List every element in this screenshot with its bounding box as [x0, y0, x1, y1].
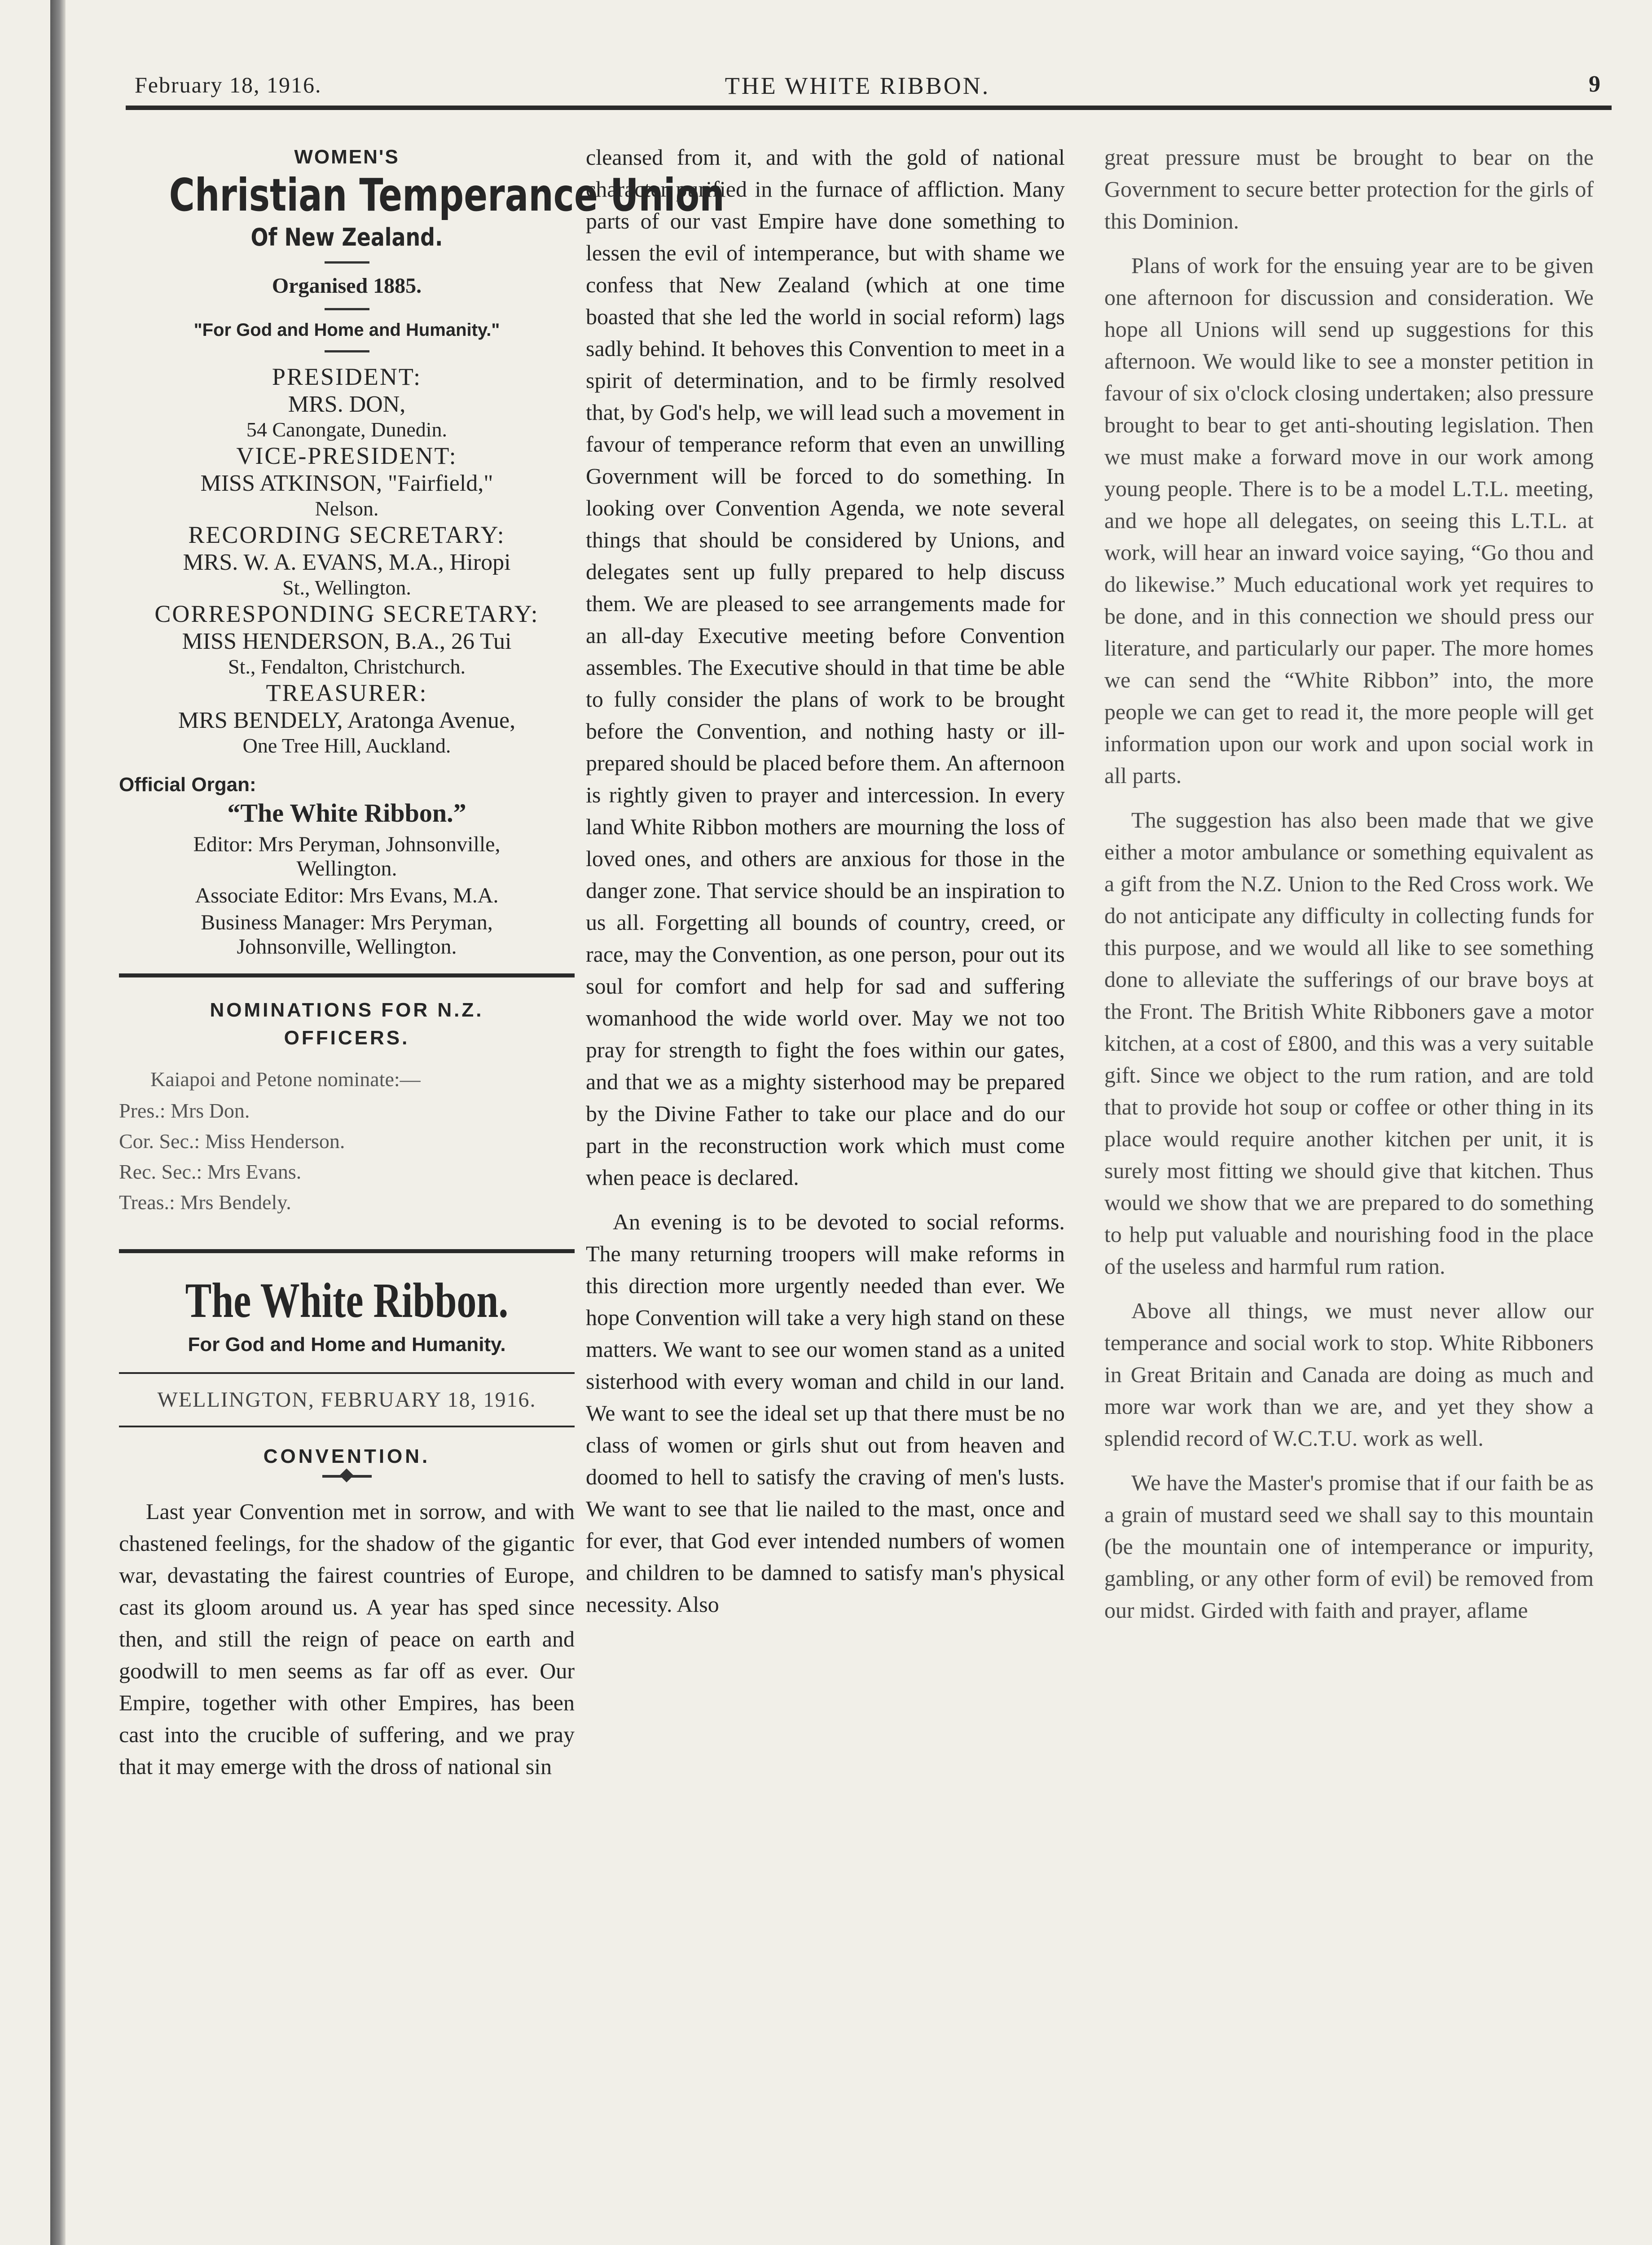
officer: [119, 441, 575, 520]
officer-title: PRESIDENT:: [272, 363, 422, 390]
nomination-item: Pres.: Mrs Don.: [119, 1099, 250, 1122]
page-number: 9: [1589, 71, 1600, 97]
issue-date: February 18, 1916.: [135, 72, 322, 97]
article-paragraph: Above all things, we must never allow our temperance and social work to stop. White Ribboners in Great Britain and Canada are doing as much and more war work than we are, and yet they show a splendid record of W.C.T.U. work as well.: [1104, 1298, 1594, 1451]
officer: [119, 599, 575, 678]
article-heading: CONVENTION.: [263, 1445, 431, 1467]
officers-list: [119, 362, 575, 757]
masthead-org-name: Christian Temperance Union: [169, 169, 725, 221]
editor-line-2: Wellington.: [296, 857, 397, 880]
business-manager-line-2: Johnsonville, Wellington.: [237, 935, 457, 959]
running-head: [103, 63, 1612, 103]
paper-motto: For God and Home and Humanity.: [188, 1333, 506, 1356]
article-paragraph: cleansed from it, and with the gold of national character purified in the furnace of affliction. Many parts of our vast Empire have done something to lessen the evil of intemperance, but with shame we confess that New Zealand (which at one time boasted that she led the world in social reform) lags sadly behind. It behoves this Convention to meet in a spirit of determination, and to be firmly resolved that, by God's help, we will lead such a movement in favour of temperance reform that even an unwilling Government will be forced to do something. In looking over Convention Agenda, we note several things that should be considered by Unions, and delegates sent up fully prepared to help discuss them. We are pleased to see arrangements made for an all-day Executive meeting before Convention assembles. The Executive should in that time be able to fully consider the plans of work to be brought before the Convention, and nothing hasty or ill-prepared should be placed before them. An afternoon is rightly given to prayer and intercession. In every land White Ribbon mothers are mourning the loss of loved ones, and others are anxious for those in the danger zone. That service should be an inspiration to us all. Forgetting all bounds of country, creed, or race, may the Convention, as one person, pour out its soul for comfort and help for sad and suffering womanhood the wide world over. May we not too pray for strength to fight the foes within our gates, and that we as a mighty sisterhood may be prepared by the Divine Father to take our place and do our part in the reconstruction work which must come when peace is declared.: [586, 145, 1065, 1190]
nomination-item: Cor. Sec.: Miss Henderson.: [119, 1130, 345, 1153]
binding-edge: [50, 0, 66, 2245]
official-organ-label: Official Organ:: [119, 774, 256, 796]
officer-address: One Tree Hill, Auckland.: [242, 734, 451, 757]
business-manager-line: Business Manager: Mrs Peryman,: [201, 911, 493, 934]
ornament-divider: [322, 1475, 372, 1478]
officer-name: MRS. DON,: [288, 392, 406, 417]
section-rule: [119, 973, 575, 977]
paper-title: The White Ribbon.: [185, 1273, 509, 1328]
officer-address: St., Wellington.: [282, 576, 411, 599]
officer-title: CORRESPONDING SECRETARY:: [154, 600, 539, 627]
article-paragraph: Last year Convention met in sorrow, and with chastened feelings, for the shadow of the gigantic war, devastating the fairest countries of Europe, cast its gloom around us. A year has sped since then, and still the reign of peace on earth and goodwill to men seems as far off as ever. Our Empire, together with other Empires, has been cast into the crucible of suffering, and we pray that it may emerge with the dross of national sin: [119, 1498, 575, 1779]
publication-title: THE WHITE RIBBON.: [725, 72, 990, 99]
article-paragraph: Plans of work for the ensuing year are to be given one afternoon for discussion and consideration. We hope all Unions will send up suggestions for this afternoon. We would like to see a monster petition in favour of six o'clock closing undertaken; also pressure brought to bear to get anti-shouting legislation. Then we must make a forward move in our work among young people. There is to be a model L.T.L. meeting, and we hope all delegates, on seeing this L.T.L. at work, will hear an inward voice saying, “Go thou and do likewise.” Much educational work yet requires to be done, and in this connection we should press our literature, and particularly our paper. The more homes we can send the “White Ribbon” into, the more people we can get to read it, the more people will get information upon our work and upon social work in all parts.: [1104, 253, 1594, 788]
column-middle: [586, 141, 1065, 1620]
officer-name: MISS ATKINSON, "Fairfield,": [200, 471, 493, 496]
section-rule: [119, 1249, 575, 1253]
officer-title: VICE-PRESIDENT:: [236, 442, 457, 469]
officer-address: 54 Canongate, Dunedin.: [246, 418, 448, 441]
associate-editor-line: Associate Editor: Mrs Evans, M.A.: [195, 884, 499, 907]
article-paragraph: great pressure must be brought to bear on the Government to secure better protection for the girls of this Dominion.: [1104, 145, 1594, 233]
officer: [119, 520, 575, 599]
officer-title: RECORDING SECRETARY:: [188, 521, 505, 548]
officer-title: TREASURER:: [266, 679, 428, 706]
officer-name: MRS BENDELY, Aratonga Avenue,: [178, 708, 516, 733]
nomination-item: Treas.: Mrs Bendely.: [119, 1191, 291, 1214]
nomination-item: Rec. Sec.: Mrs Evans.: [119, 1160, 302, 1183]
officer-name: MISS HENDERSON, B.A., 26 Tui: [182, 629, 512, 654]
officer: [119, 362, 575, 441]
officer-name: MRS. W. A. EVANS, M.A., Hiropi: [183, 550, 511, 575]
article-paragraph: The suggestion has also been made that we give either a motor ambulance or something equivalent as a gift from the N.Z. Union to the Red Cross work. We do not anticipate any difficulty in collecting funds for this purpose, and we would all like to see something done to alleviate the sufferings of our brave boys at the Front. The British White Ribboners gave a motor kitchen, at a cost of £800, and this was a very suitable gift. Since we object to the rum ration, and are told that to provide hot soup or coffee or other thing in its place would require another kitchen per unit, it is surely most fitting we should give that kitchen. Thus would we show that we are prepared to do something to help put valuable and nourishing food in the place of the useless and harmful rum ration.: [1104, 807, 1594, 1279]
divider: [325, 350, 369, 352]
article-paragraph: We have the Master's promise that if our faith be as a grain of mustard seed we shall say to this mountain (be the mountain one of intemperance or impurity, gambling, or any other form of evil) be removed from our midst. Girded with faith and prayer, aflame: [1104, 1470, 1594, 1623]
masthead-womens: WOMEN'S: [294, 146, 400, 168]
section-rule: [119, 1372, 575, 1374]
officer: [119, 678, 575, 757]
header-rule: [126, 106, 1612, 110]
officer-address: Nelson.: [315, 497, 379, 520]
dateline: WELLINGTON, FEBRUARY 18, 1916.: [157, 1387, 536, 1412]
nominations-intro: Kaiapoi and Petone nominate:—: [150, 1068, 421, 1091]
section-rule: [119, 1426, 575, 1427]
masthead-nz: Of New Zealand.: [250, 223, 443, 251]
nominations-heading-2: OFFICERS.: [284, 1027, 410, 1049]
editor-line: Editor: Mrs Peryman, Johnsonville,: [193, 832, 501, 856]
article-paragraph: An evening is to be devoted to social reforms. The many returning troopers will make reforms in this direction more urgently needed than ever. We hope Convention will take a very high stand on these matters. We want to see our women stand as a united sisterhood with every woman and child in our land. We want to see the ideal set up that there must be no class of women or girls shut out from heaven and doomed to hell to satisfy the craving of men's lusts. We want to see that lie nailed to the mast, once and for ever, that God ever intended numbers of women and children to be damned to satisfy man's physical necessity. Also: [586, 1209, 1065, 1617]
nominations-heading: NOMINATIONS FOR N.Z.: [210, 999, 484, 1021]
official-organ-name: “The White Ribbon.”: [227, 798, 466, 828]
column-right: [1104, 141, 1594, 1626]
divider: [325, 261, 369, 264]
union-motto: "For God and Home and Humanity.": [193, 320, 500, 340]
officer-address: St., Fendalton, Christchurch.: [228, 655, 466, 678]
organised-year: Organised 1885.: [272, 274, 422, 298]
column-left: [119, 141, 725, 1783]
newspaper-page: [103, 63, 1612, 1779]
divider: [325, 308, 369, 310]
